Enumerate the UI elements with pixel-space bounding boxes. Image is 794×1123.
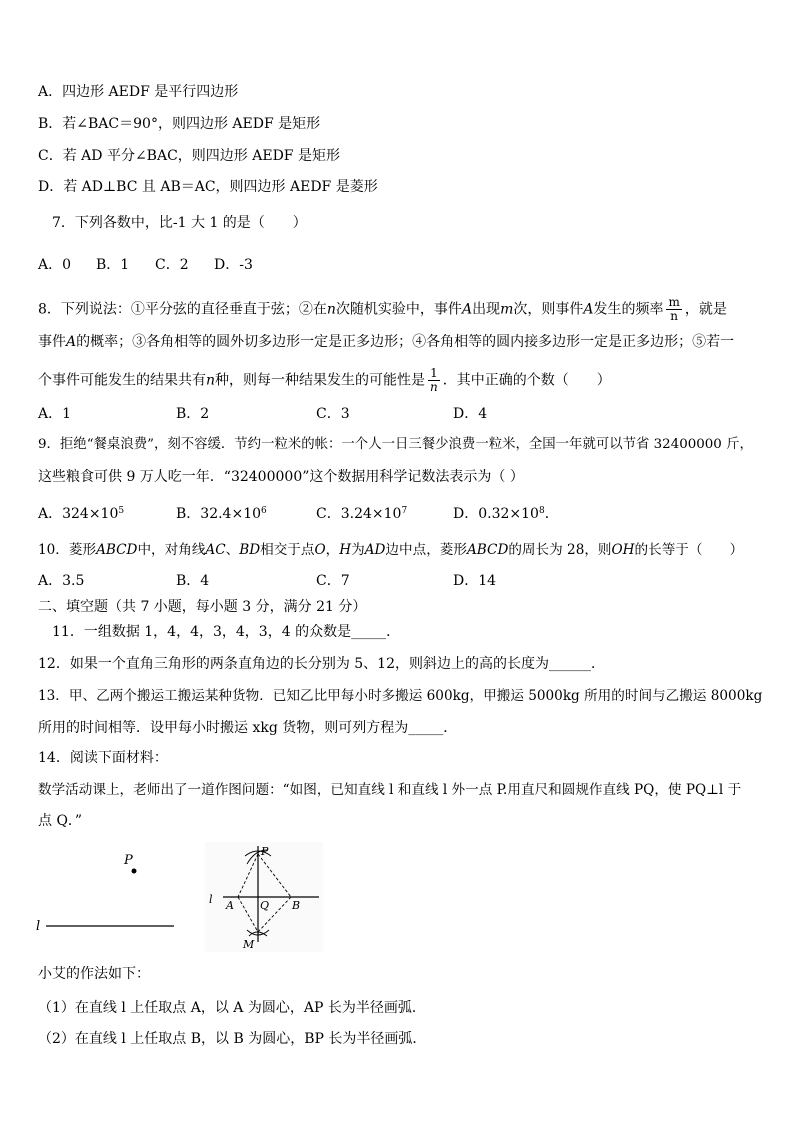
- q10-text: 的长等于（ ）: [634, 542, 744, 558]
- q10-stem: [38, 541, 743, 559]
- q14-stem: 14．阅读下面材料：: [38, 750, 168, 766]
- q8-line-2: [38, 333, 734, 351]
- q10-option-d: D．14: [453, 573, 497, 589]
- q9-option-c-exponent: 7: [401, 506, 408, 516]
- q10-var: ABCD: [96, 542, 138, 558]
- q9-option-b-base: B．32.4×10: [176, 506, 262, 522]
- q9-option-a-exponent: 5: [118, 506, 125, 516]
- q10-var: BD: [239, 542, 261, 558]
- q8-text: ．其中正确的个数（ ）: [442, 372, 611, 389]
- q13-line-1: 13．甲、乙两个搬运工搬运某种货物．已知乙比甲每小时多搬运 600kg，甲搬运 5000kg 所用的时间与乙搬运 8000kg: [38, 688, 763, 704]
- q7-option-c: C．2: [155, 257, 189, 273]
- q10-var: H: [339, 542, 352, 558]
- q8-text: 的概率；③各角相等的圆外切多边形一定是正多边形；④各角相等的圆内接多边形一定是正多边形；⑤若一: [76, 334, 735, 350]
- q10-text: ，: [325, 542, 340, 558]
- q14-line-1: 数学活动课上，老师出了一道作图问题：“如图，已知直线 l 和直线 l 外一点 P.用直尺和圆规作直线 PQ，使 PQ⊥l 于: [38, 782, 742, 798]
- q9-option-a-base: A．324×10: [38, 506, 119, 522]
- label-a: A: [226, 899, 234, 912]
- q8-option-c: C．3: [316, 406, 350, 422]
- section-heading-fill-in: 二、填空题（共 7 小题，每小题 3 分，满分 21 分）: [38, 599, 367, 615]
- q7-option-d: D．-3: [214, 257, 253, 273]
- q14-step-1: （1）在直线 l 上任取点 A，以 A 为圆心，AP 长为半径画弧．: [38, 1000, 426, 1016]
- q10-var: OH: [611, 542, 635, 558]
- label-q: Q: [260, 899, 270, 912]
- q10-var: ABCD: [466, 542, 509, 558]
- q10-options: [38, 572, 496, 590]
- q14-line-2: 点 Q．”: [38, 813, 83, 829]
- q6-option-d: D．若 AD⊥BC 且 AB＝AC，则四边形 AEDF 是菱形: [38, 179, 378, 195]
- q10-var: O: [314, 542, 326, 558]
- q8-option-b: B．2: [176, 406, 210, 422]
- q11: 11．一组数据 1，4，4，3，4，3，4 的众数是_____．: [52, 624, 401, 640]
- q8-text: 次随机实验中，事件: [335, 301, 462, 318]
- label-b: B: [292, 899, 301, 912]
- q8-option-d: D．4: [453, 406, 488, 422]
- q10-var: AC: [205, 542, 226, 558]
- q6-option-b: B．若∠BAC＝90°，则四边形 AEDF 是矩形: [38, 116, 321, 132]
- figure-point-and-line: [34, 846, 184, 936]
- q9-option-d-period: ．: [544, 506, 559, 522]
- q8-fraction-m-over-n: [666, 296, 681, 323]
- q14-method-title: 小艾的作法如下：: [38, 966, 150, 982]
- figure-label-p: P: [124, 853, 133, 868]
- fraction-denominator: n: [670, 309, 679, 323]
- q8-var: m: [500, 301, 514, 318]
- q7-options: [38, 256, 253, 274]
- q9-option-b: [176, 505, 316, 523]
- q8-text: 种，则每一种结果发生的可能性是: [215, 372, 426, 389]
- q8-var: A: [461, 301, 473, 318]
- q8-option-a: A．1: [38, 406, 72, 422]
- q13-line-2: 所用的时间相等．设甲每小时搬运 xkg 货物，则可列方程为_____．: [38, 720, 458, 736]
- q8-fraction-1-over-n: [428, 367, 440, 394]
- q8-text: 出现: [472, 301, 501, 318]
- q8-text: 8．下列说法：①平分弦的直径垂直于弦；②在: [38, 301, 327, 318]
- q8-options: [38, 405, 487, 423]
- q12: 12．如果一个直角三角形的两条直角边的长分别为 5、12，则斜边上的高的长度为______．: [38, 656, 605, 672]
- q14-step-2: （2）在直线 l 上任取点 B，以 B 为圆心，BP 长为半径画弧．: [38, 1031, 427, 1047]
- q10-option-c: C．7: [316, 573, 350, 589]
- q10-text: 为: [351, 542, 365, 558]
- q10-option-b: B．4: [176, 573, 210, 589]
- figure-construction: [205, 842, 323, 952]
- q8-var: n: [206, 372, 216, 389]
- q8-var: A: [583, 301, 594, 318]
- q9-option-c-base: C．3.24×10: [316, 506, 402, 522]
- q8-line-3: [38, 367, 611, 394]
- q8-line-1: [38, 296, 727, 323]
- q7-option-a: A．0: [38, 257, 72, 273]
- label-p: P: [261, 845, 269, 858]
- q10-text: 中，对角线: [137, 542, 206, 558]
- fraction-numerator: m: [668, 295, 680, 309]
- q8-var: A: [66, 334, 77, 350]
- q10-var: AD: [364, 542, 386, 558]
- q10-text: 边中点，菱形: [385, 542, 467, 558]
- fraction-numerator: 1: [428, 367, 440, 381]
- q8-var: n: [326, 301, 336, 318]
- q6-option-c: C．若 AD 平分∠BAC，则四边形 AEDF 是矩形: [38, 148, 340, 164]
- q8-text: 事件: [38, 334, 66, 350]
- q8-text: ，就是: [684, 301, 727, 318]
- q9-option-d-exponent: 8: [538, 506, 545, 516]
- q10-option-a: A．3.5: [38, 573, 85, 589]
- q7-stem: 7．下列各数中，比-1 大 1 的是（ ）: [52, 215, 307, 231]
- q9-line-2: 这些粮食可供 9 万人吃一年．“32400000”这个数据用科学记数法表示为（ ）: [38, 469, 524, 485]
- label-m: M: [243, 938, 255, 951]
- fraction-denominator: n: [430, 380, 438, 394]
- q10-text: 相交于点: [260, 542, 315, 558]
- q9-option-c: [316, 505, 453, 523]
- label-l: l: [209, 893, 213, 906]
- q9-option-b-exponent: 6: [261, 506, 267, 516]
- q8-text: 个事件可能发生的结果共有: [38, 372, 206, 389]
- q9-line-1: 9．拒绝“餐桌浪费”，刻不容缓．节约一粒米的帐：一个人一日三餐少浪费一粒米，全国一年就可以节省 32400000 斤，: [38, 437, 753, 452]
- q9-option-d-base: D．0.32×10: [453, 506, 539, 522]
- q9-option-a: [38, 505, 176, 523]
- q8-text: 次，则事件: [513, 301, 584, 318]
- q9-options: [38, 505, 559, 523]
- q7-option-b: B．1: [96, 257, 130, 273]
- point-p-dot: [132, 869, 137, 874]
- q8-text: 发生的频率: [593, 301, 664, 318]
- q6-option-a: A．四边形 AEDF 是平行四边形: [38, 84, 239, 100]
- figure-label-l: l: [36, 919, 41, 934]
- q10-text: 10．菱形: [38, 542, 97, 558]
- q9-option-d: [453, 505, 559, 523]
- q10-text: 的周长为 28，则: [508, 542, 612, 558]
- q10-text: 、: [225, 542, 240, 558]
